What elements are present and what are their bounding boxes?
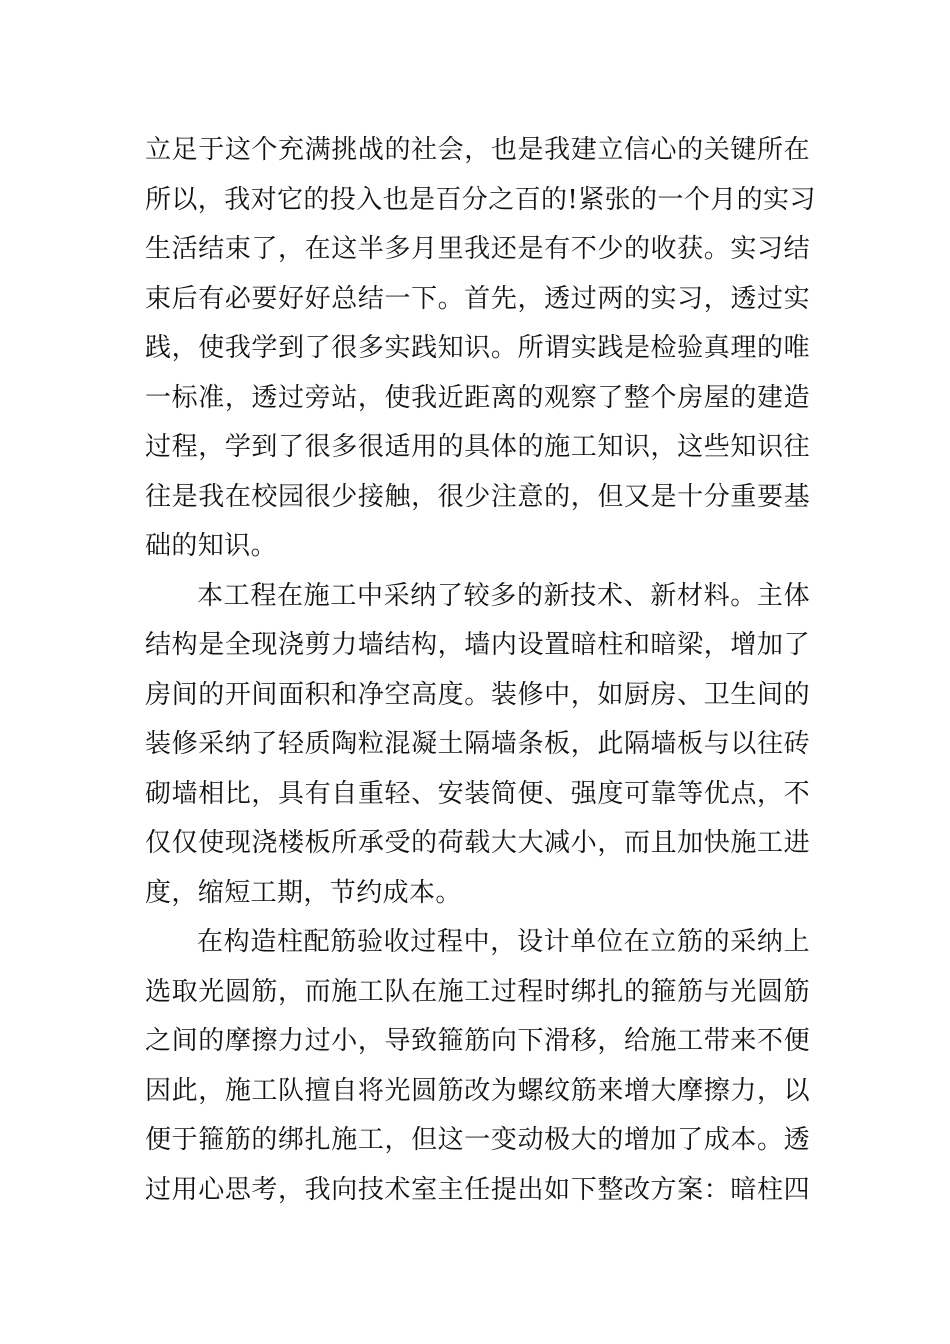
paragraph-1-line-8: 往是我在校园很少接触，很少注意的，但又是十分重要基 [145,481,810,512]
paragraph-3-line-5: 便于箍筋的绑扎施工，但这一变动极大的增加了成本。透 [145,1125,810,1155]
paragraph-2-line-4: 装修采纳了轻质陶粒混凝土隔墙条板，此隔墙板与以往砖 [145,729,810,759]
paragraph-2-line-7: 度，缩短工期，节约成本。 [145,877,462,908]
paragraph-1-line-2: 所以，我对它的投入也是百分之百的!紧张的一个月的实习 [145,184,816,215]
paragraph-1-line-1: 立足于这个充满挑战的社会，也是我建立信心的关键所在 [145,135,810,165]
paragraph-2-line-5: 砌墙相比，具有自重轻、安装简便、强度可靠等优点，不 [145,778,810,809]
paragraph-3-line-2: 选取光圆筋，而施工队在施工过程时绑扎的箍筋与光圆筋 [145,976,810,1007]
paragraph-3-line-1: 在构造柱配筋验收过程中，设计单位在立筋的采纳上 [197,927,810,957]
paragraph-2-line-3: 房间的开间面积和净空高度。装修中，如厨房、卫生间的 [145,679,810,710]
paragraph-3-line-4: 因此，施工队擅自将光圆筋改为螺纹筋来增大摩擦力，以 [145,1075,810,1106]
paragraph-1-line-3: 生活结束了，在这半多月里我还是有不少的收获。实习结 [145,234,810,264]
paragraph-3-line-3: 之间的摩擦力过小，导致箍筋向下滑移，给施工带来不便 [145,1026,810,1056]
paragraph-1-line-6: 一标准，透过旁站，使我近距离的观察了整个房屋的建造 [145,382,810,413]
paragraph-2-line-2: 结构是全现浇剪力墙结构，墙内设置暗柱和暗梁，增加了 [145,630,810,660]
paragraph-3-line-6: 过用心思考，我向技术室主任提出如下整改方案：暗柱四 [145,1174,810,1205]
paragraph-2-line-6: 仅仅使现浇楼板所承受的荷载大大减小，而且加快施工进 [145,828,810,858]
paragraph-2-line-1: 本工程在施工中采纳了较多的新技术、新材料。主体 [197,580,810,611]
document-body [145,126,816,1215]
paragraph-1-line-9: 础的知识。 [145,531,278,561]
paragraph-1-line-7: 过程，学到了很多很适用的具体的施工知识，这些知识往 [145,432,810,462]
paragraph-1-line-4: 束后有必要好好总结一下。首先，透过两的实习，透过实 [145,283,810,314]
paragraph-1-line-5: 践，使我学到了很多实践知识。所谓实践是检验真理的唯 [145,333,810,363]
